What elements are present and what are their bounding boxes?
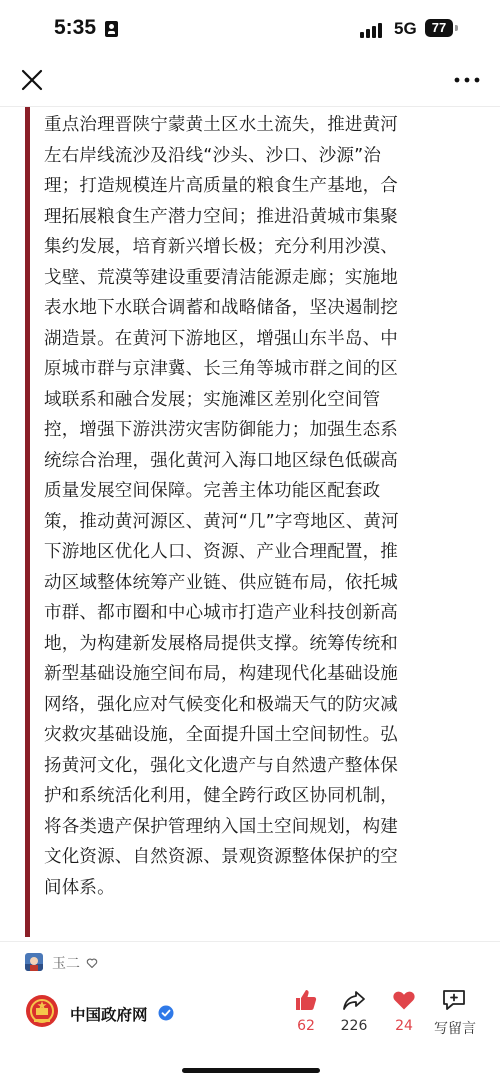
- verified-badge-icon: [158, 1005, 174, 1021]
- article-line: 原城市群与京津冀、长三角等城市群之间的区: [44, 359, 398, 379]
- article-line: 质量发展空间保障。完善主体功能区配套政: [44, 481, 381, 501]
- article-line: 策，推动黄河源区、黄河“几”字弯地区、黄河: [44, 511, 399, 532]
- share-arrow-icon: [342, 988, 366, 1012]
- like-button[interactable]: [281, 988, 331, 1038]
- article-line: 湖造景。在黄河下游地区，增强山东半岛、中: [44, 328, 398, 349]
- article-line: 重点治理晋陕宁蒙黄土区水土流失，推进黄河: [44, 115, 398, 135]
- article-line: 控，增强下游洪涝灾害防御能力；加强生态系: [44, 420, 398, 440]
- favorite-button[interactable]: [379, 988, 429, 1038]
- article-line: 理；打造规模连片高质量的粮食生产基地，合: [44, 176, 398, 196]
- nav-divider: [0, 106, 500, 107]
- article-line: 文化资源、自然资源、景观资源整体保护的空: [44, 847, 398, 867]
- comment-label: 写留言: [434, 1021, 476, 1037]
- article-line: 表水地下水联合调蓄和战略储备，坚决遏制挖: [44, 298, 398, 318]
- thumbs-up-icon: [294, 988, 318, 1012]
- liker-name-row[interactable]: [52, 953, 98, 973]
- signal-icon: [360, 22, 386, 38]
- battery-indicator: 77: [425, 19, 453, 37]
- account-name[interactable]: 中国政府网: [70, 1006, 148, 1024]
- liker-avatar[interactable]: [25, 953, 43, 971]
- article-line: 集约发展，培育新兴增长极；充分利用沙漠、: [44, 237, 398, 257]
- heart-outline-icon: [86, 957, 98, 969]
- close-icon: [20, 68, 44, 92]
- comment-button[interactable]: [428, 988, 482, 1038]
- more-button[interactable]: [452, 70, 482, 90]
- quote-accent-bar: [25, 107, 30, 937]
- heart-icon: [392, 988, 416, 1012]
- national-emblem-icon: [24, 993, 60, 1029]
- article-line: 市群、都市圈和中心城市打造产业科技创新高: [44, 603, 398, 623]
- article-line: 灾救灾基础设施，全面提升国土空间韧性。弘: [44, 725, 398, 745]
- article-line: 扬黄河文化，强化文化遗产与自然遗产整体保: [44, 755, 398, 776]
- status-bar: [0, 0, 500, 56]
- like-count: 62: [297, 1018, 315, 1034]
- article-line: 下游地区优化人口、资源、产业合理配置，推: [44, 542, 398, 562]
- article-line: 戈壁、荒漠等建设重要清洁能源走廊；实施地: [44, 267, 398, 288]
- comment-add-icon: [441, 988, 469, 1012]
- article-line: 左右岸线流沙及沿线“沙头、沙口、沙源”治: [44, 145, 382, 166]
- more-horizontal-icon: [452, 70, 482, 90]
- account-logo[interactable]: [24, 993, 60, 1029]
- share-count: 226: [340, 1018, 368, 1034]
- article-line: 护和系统活化利用，健全跨行政区协同机制，: [44, 786, 398, 806]
- section-divider: [0, 941, 500, 942]
- article-line: 将各类遗产保护管理纳入国土空间规划，构建: [44, 816, 398, 837]
- liker-name: 玉二: [52, 956, 80, 972]
- article-line: 地，为构建新发展格局提供支撑。统筹传统和: [44, 633, 398, 654]
- home-indicator[interactable]: [182, 1068, 320, 1073]
- status-time: 5:35: [54, 16, 97, 39]
- article-line: 新型基础设施空间布局，构建现代化基础设施: [44, 664, 398, 684]
- article-line: 统综合治理，强化黄河入海口地区绿色低碳高: [44, 450, 398, 471]
- article-line: 动区域整体统筹产业链、供应链布局，依托城: [44, 572, 398, 593]
- favorite-count: 24: [395, 1018, 413, 1034]
- article-body: [44, 110, 474, 903]
- network-type: 5G: [394, 19, 417, 38]
- article-line: 域联系和融合发展；实施滩区差别化空间管: [44, 389, 381, 410]
- article-line: 网络，强化应对气候变化和极端天气的防灾减: [44, 694, 398, 715]
- share-button[interactable]: [329, 988, 379, 1038]
- id-card-icon: [105, 21, 118, 37]
- article-line: 间体系。: [44, 877, 115, 898]
- battery-nub: [455, 25, 458, 31]
- close-button[interactable]: [20, 68, 44, 92]
- article-line: 理拓展粮食生产潜力空间；推进沿黄城市集聚: [44, 206, 398, 227]
